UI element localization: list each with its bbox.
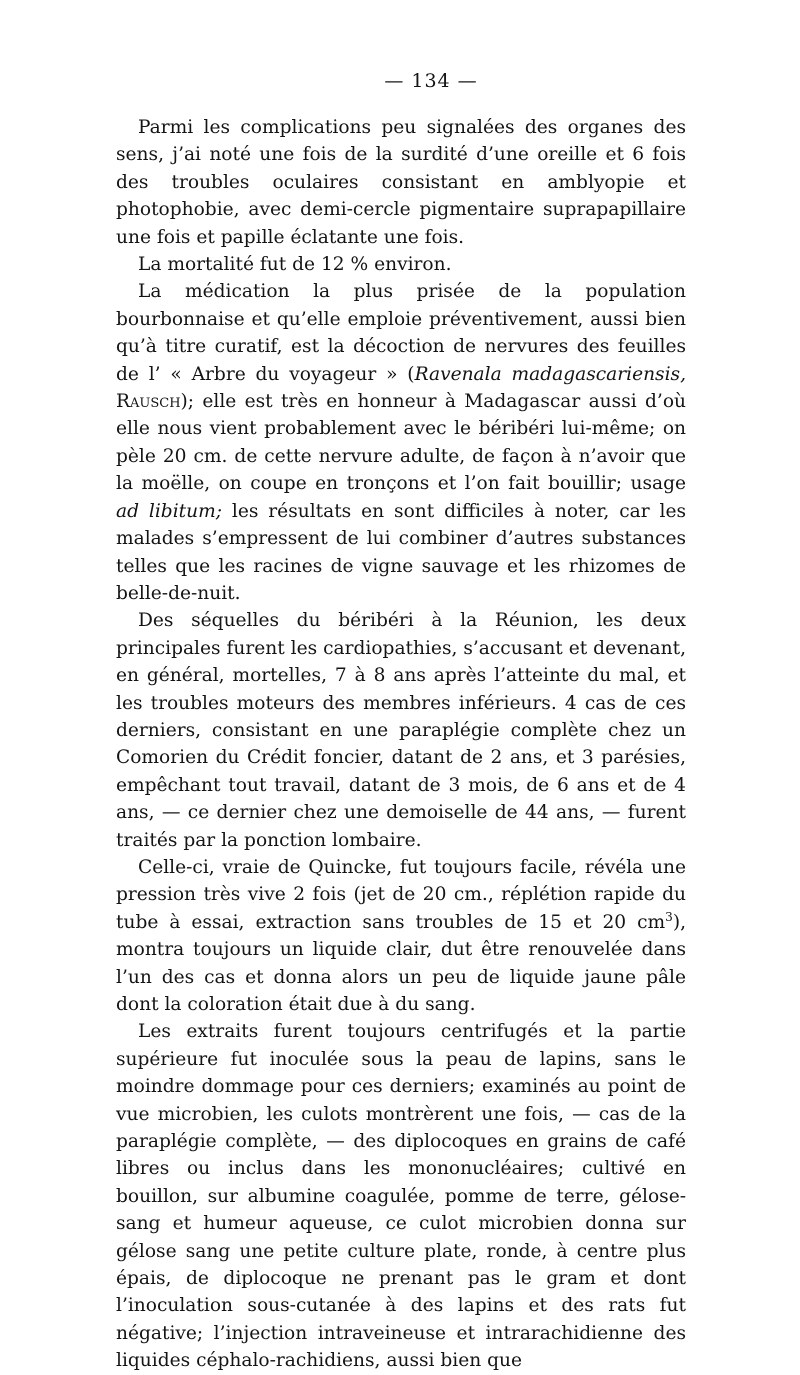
medication-text-middle: ); elle est très en honneur à Madagascar aussi d’où elle nous vient probablement avec le béribéri lui-même; on pèle 20 cm. de cette nervure adulte, de façon à n’avoir que la moëlle, on coupe en tronçons et l’on fait bouillir; usage bbox=[116, 391, 686, 495]
paragraph-extracts: Les extraits furent toujours centrifugés et la partie supérieure fut inoculée sous la peau de lapins, sans le moindre dommage pour ces derniers; examinés au point de vue microbien, les culots montrèrent une fois, — cas de la paraplégie complète, — des diplocoques en grains de café libres ou inclus dans les mononucléaires; cultivé en bouillon, sur albumine coagulée, pomme de terre, gélose-sang et humeur aqueuse, ce culot microbien donna sur gélose sang une petite culture plate, ronde, à centre plus épais, de diplocoque ne prenant pas le gram et dont l’inoculation sous-cutanée à des lapins et des rats fut négative; l’injection intraveineuse et intrarachidienne des liquides céphalo-rachidiens, aussi bien que bbox=[116, 1021, 686, 1372]
medication-text-end: les résultats en sont difficiles à noter, car les malades s’empressent de lui combiner d’autres substances telles que les racines de vigne sauvage et les rhizomes de belle-de-nuit. bbox=[116, 500, 686, 604]
paragraph-medication bbox=[116, 278, 686, 607]
species-author: Rausch bbox=[116, 391, 181, 413]
page-number: — 134 — bbox=[384, 70, 478, 92]
medication-text-start: La médication la plus prisée de la population bourbonnaise et qu’elle emploie préventivement, aussi bien qu’à titre curatif, est la décoction de nervures des feuilles de l’ « Arbre du voyageur » ( bbox=[116, 281, 686, 385]
paragraph-lumbar-puncture bbox=[116, 854, 686, 1018]
cubic-exponent: 3 bbox=[665, 909, 673, 924]
puncture-text-end: ), montra toujours un liquide clair, dut être renouvelée dans l’un des cas et donna alors un peu de liquide jaune pâle dont la coloration était due à du sang. bbox=[116, 911, 686, 1015]
paragraph-mortality: La mortalité fut de 12 % environ. bbox=[138, 254, 452, 276]
body-text bbox=[116, 114, 686, 1375]
species-name: Ravenala madagascariensis, bbox=[414, 363, 686, 385]
latin-phrase: ad libitum; bbox=[116, 500, 222, 522]
paragraph-sensory-complications: Parmi les complications peu signalées des organes des sens, j’ai noté une fois de la surdité d’une oreille et 6 fois des troubles oculaires consistant en amblyopie et photophobie, avec demi-cercle pigmentaire suprapapillaire une fois et papille éclatante une fois. bbox=[116, 117, 686, 248]
paragraph-sequelae: Des séquelles du béribéri à la Réunion, les deux principales furent les cardiopathies, s’accusant et devenant, en général, mortelles, 7 à 8 ans après l’atteinte du mal, et les troubles moteurs des membres inférieurs. 4 cas de ces derniers, consistant en une paraplégie complète chez un Comorien du Crédit foncier, datant de 2 ans, et 3 parésies, empêchant tout travail, datant de 3 mois, de 6 ans et de 4 ans, — ce dernier chez une demoiselle de 44 ans, — furent traités par la ponction lombaire. bbox=[116, 610, 686, 851]
book-page bbox=[116, 70, 686, 1375]
puncture-text-start: Celle-ci, vraie de Quincke, fut toujours facile, révéla une pression très vive 2 fois (jet de 20 cm., réplétion rapide du tube à essai, extraction sans troubles de 15 et 20 cm bbox=[116, 856, 686, 933]
